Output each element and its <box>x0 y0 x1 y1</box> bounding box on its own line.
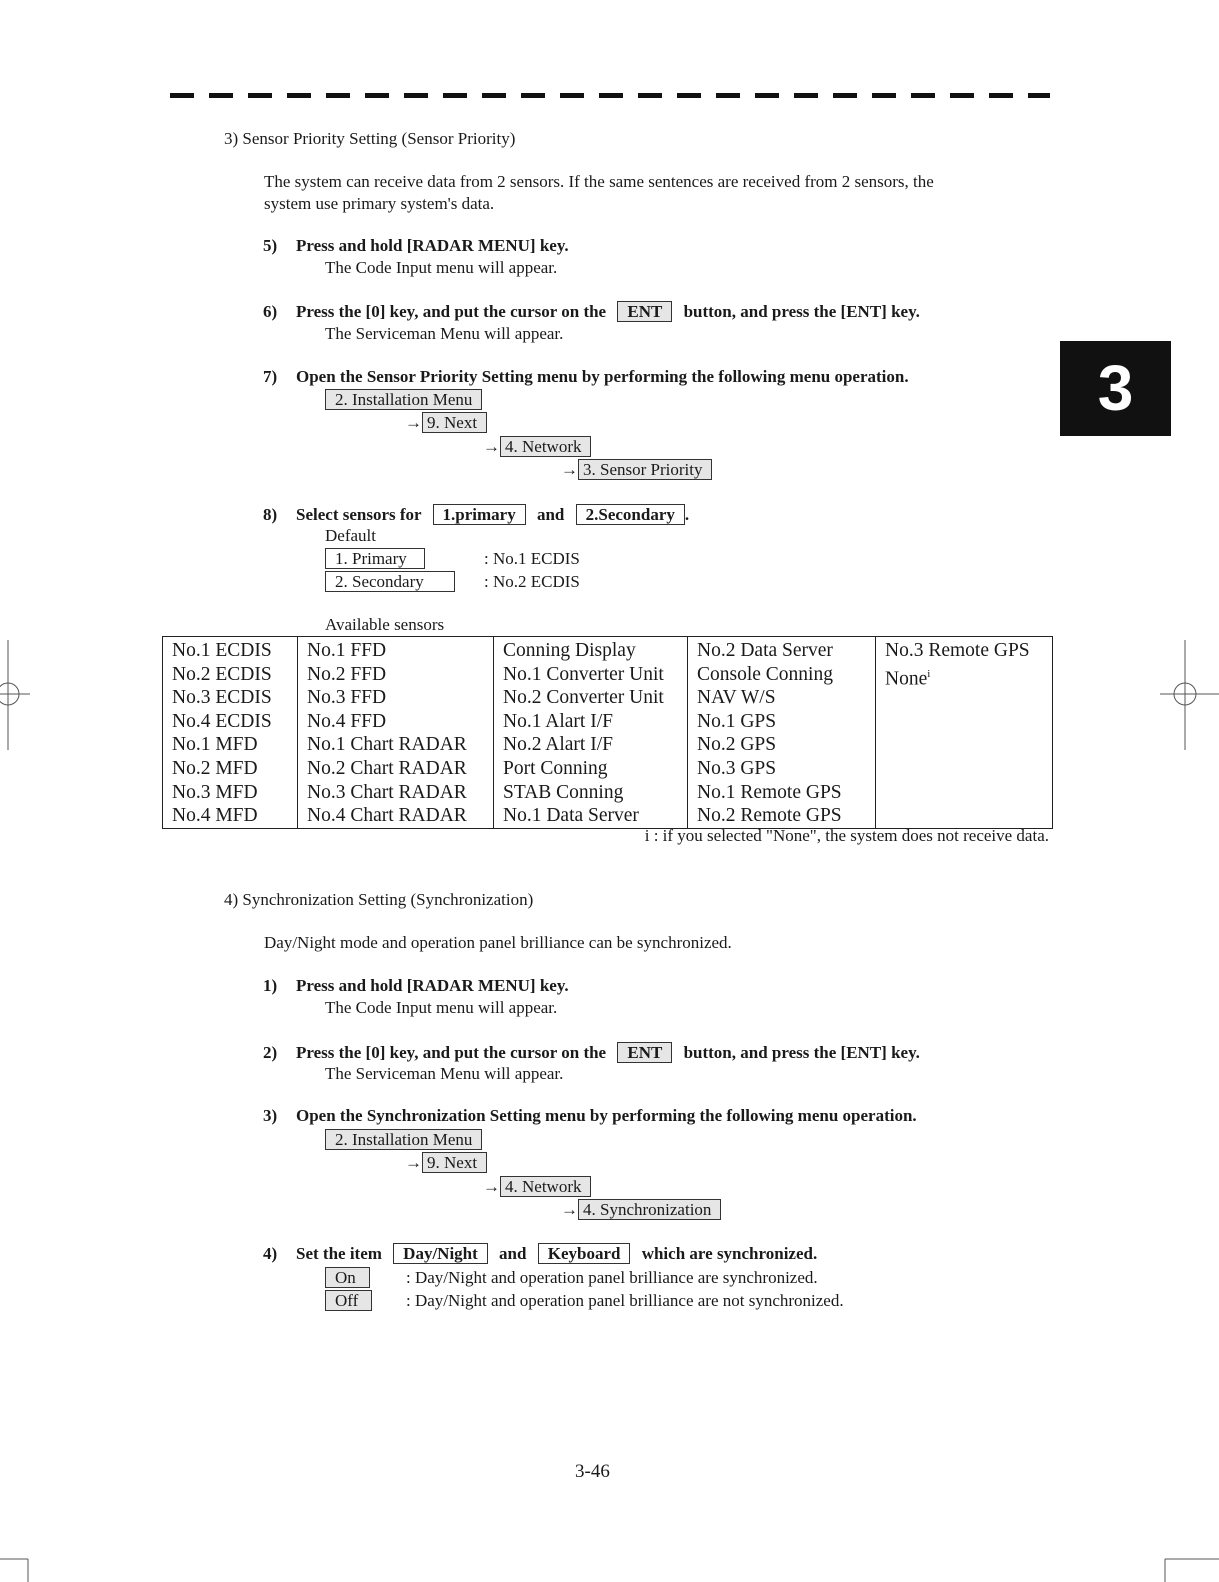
available-sensors-label: Available sensors <box>325 615 445 634</box>
and-text: and <box>536 505 565 524</box>
keyboard-button: Keyboard <box>538 1243 631 1264</box>
step-8 <box>263 504 689 525</box>
default-label: Default <box>325 526 376 545</box>
option-off <box>325 1290 372 1311</box>
sensor-item: Conning Display <box>503 640 636 661</box>
option-on <box>325 1267 370 1288</box>
sensor-item: No.1 MFD <box>172 734 258 756</box>
header-dashed-rule <box>170 93 1050 98</box>
step-6 <box>263 301 920 322</box>
step-5 <box>263 236 569 256</box>
sync-menu-path-next <box>405 1152 487 1173</box>
sensor-item: No.2 Alart I/F <box>503 734 613 756</box>
sensor-item: No.3 GPS <box>697 757 777 779</box>
option-on-desc: : Day/Night and operation panel brilliance are synchronized. <box>406 1268 818 1287</box>
option-item: On <box>325 1267 370 1288</box>
sync-step-2-result: The Serviceman Menu will appear. <box>325 1064 564 1083</box>
arrow-icon: → <box>483 437 500 456</box>
table-row <box>163 637 1053 829</box>
day-night-button: Day/Night <box>393 1243 488 1264</box>
sensor-item: No.1 FFD <box>307 640 387 661</box>
sensor-item: No.2 ECDIS <box>172 663 272 685</box>
default-item: 2. Secondary <box>325 571 455 592</box>
menu-box: 9. Next <box>422 1152 487 1173</box>
sensor-item: No.1 ECDIS <box>172 640 272 661</box>
default-value-secondary: : No.2 ECDIS <box>484 572 580 591</box>
sensor-item: No.3 MFD <box>172 781 258 803</box>
section-heading-synchronization: 4) Synchronization Setting (Synchronization) <box>224 890 534 909</box>
step-number: 2) <box>263 1043 278 1062</box>
page-number: 3-46 <box>575 1461 610 1482</box>
step-text: Press the [0] key, and put the cursor on the <box>296 1043 607 1062</box>
sensor-item: No.2 GPS <box>697 734 777 756</box>
step-7 <box>263 367 909 387</box>
sync-menu-path-installation <box>325 1129 482 1150</box>
step-text: Press and hold [RADAR MENU] key. <box>296 236 569 255</box>
sensor-item: No.4 ECDIS <box>172 710 272 732</box>
intro-line-1: The system can receive data from 2 sensors. If the same sentences are received from 2 sensors, the <box>264 172 934 191</box>
sync-intro: Day/Night mode and operation panel brilliance can be synchronized. <box>264 933 732 952</box>
menu-box: 4. Network <box>500 1176 591 1197</box>
primary-button: 1.primary <box>433 504 526 525</box>
sync-menu-path-synchronization <box>561 1199 721 1220</box>
section-heading-sensor-priority: 3) Sensor Priority Setting (Sensor Priority) <box>224 129 516 148</box>
step-text: Open the Synchronization Setting menu by performing the following menu operation. <box>296 1106 917 1125</box>
sensor-item: No.3 Remote GPS <box>885 640 1030 661</box>
sensor-item: No.1 Remote GPS <box>697 781 842 803</box>
arrow-icon: → <box>405 413 422 432</box>
step-number: 3) <box>263 1106 278 1125</box>
sensor-item: No.2 Remote GPS <box>697 805 842 827</box>
footnote-marker: i <box>927 667 931 680</box>
and-text: and <box>499 1244 527 1263</box>
ent-button: ENT <box>617 301 672 322</box>
arrow-icon: → <box>561 460 578 479</box>
available-sensors-table <box>162 636 1053 829</box>
sensor-item: No.1 GPS <box>697 710 777 732</box>
sensor-item: No.1 Alart I/F <box>503 710 613 732</box>
crop-mark-bottom-right <box>1160 1555 1219 1582</box>
menu-box: 3. Sensor Priority <box>578 459 712 480</box>
menu-path-item-next <box>405 412 487 433</box>
sensor-item: No.4 FFD <box>307 710 387 732</box>
sync-step-4 <box>263 1243 817 1264</box>
default-row-primary <box>325 548 425 569</box>
sensor-item: No.2 Chart RADAR <box>307 757 467 779</box>
menu-box: 4. Network <box>500 436 591 457</box>
option-off-desc: : Day/Night and operation panel brilliance are not synchronized. <box>406 1291 844 1310</box>
sensor-item: No.2 Converter Unit <box>503 687 664 709</box>
step-text: Press and hold [RADAR MENU] key. <box>296 976 569 995</box>
step-5-result: The Code Input menu will appear. <box>325 258 558 277</box>
sensor-item: No.1 Chart RADAR <box>307 734 467 756</box>
step-6-result: The Serviceman Menu will appear. <box>325 324 564 343</box>
step-text-post: which are synchronized. <box>641 1244 818 1263</box>
menu-box: 9. Next <box>422 412 487 433</box>
sensor-item-none <box>885 663 1043 691</box>
sensor-column-5 <box>876 637 1053 829</box>
registration-mark-right <box>1160 640 1219 750</box>
sensor-item: No.4 MFD <box>172 805 258 827</box>
sync-step-3 <box>263 1106 917 1126</box>
sync-step-1 <box>263 976 569 996</box>
step-text-post: button, and press the [ENT] key. <box>683 302 920 321</box>
table-footnote: i : if you selected "None", the system does not receive data. <box>644 826 1049 845</box>
secondary-button: 2.Secondary <box>576 504 685 525</box>
arrow-icon: → <box>483 1177 500 1196</box>
sync-menu-path-network <box>483 1176 591 1197</box>
sync-step-2 <box>263 1042 920 1063</box>
sensor-item: No.3 Chart RADAR <box>307 781 467 803</box>
sensor-column-2 <box>298 637 494 829</box>
sensor-item: No.3 FFD <box>307 687 387 709</box>
menu-path-item-network <box>483 436 591 457</box>
registration-mark-left <box>0 640 30 750</box>
menu-path-item-installation <box>325 389 482 410</box>
step-text: Set the item <box>296 1244 382 1263</box>
sensor-item: No.2 Data Server <box>697 640 833 661</box>
period: . <box>684 505 690 524</box>
sensor-item: Port Conning <box>503 757 608 779</box>
default-item: 1. Primary <box>325 548 425 569</box>
step-number: 8) <box>263 505 278 524</box>
menu-box: 2. Installation Menu <box>325 1129 482 1150</box>
default-row-secondary <box>325 571 455 592</box>
sensor-item: No.4 Chart RADAR <box>307 805 467 827</box>
step-text: Open the Sensor Priority Setting menu by performing the following menu operation. <box>296 367 909 386</box>
step-text-post: button, and press the [ENT] key. <box>683 1043 920 1062</box>
default-value-primary: : No.1 ECDIS <box>484 549 580 568</box>
chapter-tab: 3 <box>1060 341 1171 436</box>
sensor-item: Console Conning <box>697 663 833 685</box>
intro-line-2: system use primary system's data. <box>264 194 495 213</box>
sensor-item: No.1 Converter Unit <box>503 663 664 685</box>
sensor-column-3 <box>494 637 688 829</box>
arrow-icon: → <box>405 1153 422 1172</box>
sensor-item: No.2 MFD <box>172 757 258 779</box>
sensor-item: NAV W/S <box>697 687 776 709</box>
menu-box: 4. Synchronization <box>578 1199 721 1220</box>
arrow-icon: → <box>561 1200 578 1219</box>
sensor-item: No.3 ECDIS <box>172 687 272 709</box>
menu-path-item-sensor-priority <box>561 459 712 480</box>
step-number: 4) <box>263 1244 278 1263</box>
step-text: Press the [0] key, and put the cursor on the <box>296 302 607 321</box>
option-item: Off <box>325 1290 372 1311</box>
step-text: Select sensors for <box>296 505 422 524</box>
step-number: 6) <box>263 302 278 321</box>
sensor-item: None <box>885 668 928 690</box>
crop-mark-bottom-left <box>0 1555 40 1582</box>
sync-step-1-result: The Code Input menu will appear. <box>325 998 558 1017</box>
step-number: 5) <box>263 236 278 255</box>
step-number: 7) <box>263 367 278 386</box>
sensor-column-4 <box>688 637 876 829</box>
ent-button: ENT <box>617 1042 672 1063</box>
sensor-item: No.2 FFD <box>307 663 387 685</box>
sensor-column-1 <box>163 637 298 829</box>
step-number: 1) <box>263 976 278 995</box>
sensor-item: No.1 Data Server <box>503 805 639 827</box>
sensor-item: STAB Conning <box>503 781 624 803</box>
menu-box: 2. Installation Menu <box>325 389 482 410</box>
